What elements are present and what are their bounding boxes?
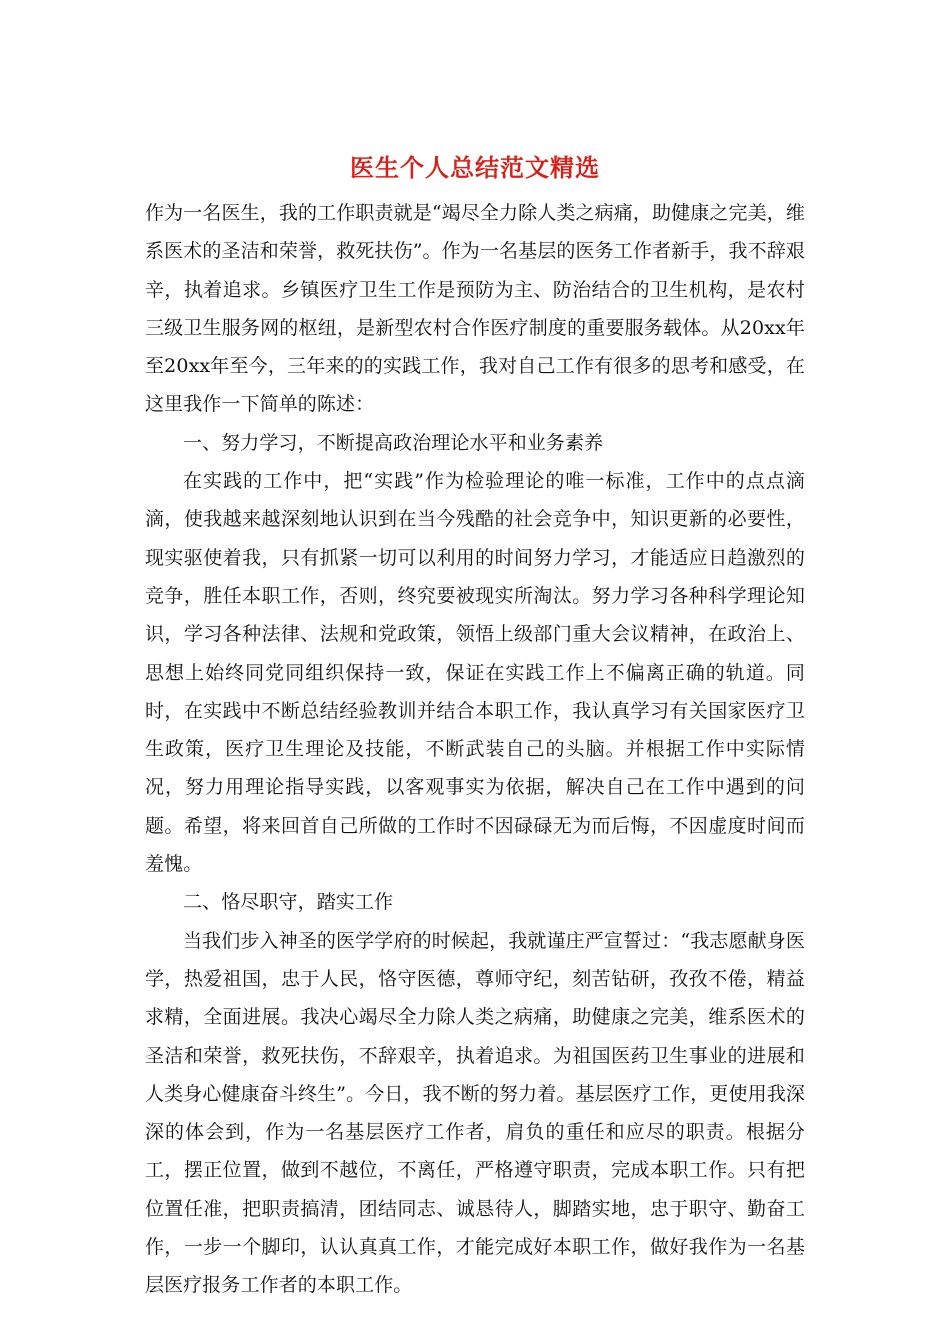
paragraph-section-1: 在实践的工作中，把“实践”作为检验理论的唯一标准，工作中的点点滴滴，使我越来越深刻地认识到在当今残酷的社会竞争中，知识更新的必要性，现实驱使着我，只有抓紧一切可以利用的时间努力学习，才能适应日趋激烈的竞争，胜任本职工作，否则，终究要被现实所淘汰。努力学习各种科学理论知识，学习各种法律、法规和党政策，领悟上级部门重大会议精神，在政治上、思想上始终同党同组织保持一致，保证在实践工作上不偏离正确的轨道。同时，在实践中不断总结经验教训并结合本职工作，我认真学习有关国家医疗卫生政策，医疗卫生理论及技能，不断武装自己的头脑。并根据工作中实际情况，努力用理论指导实践，以客观事实为依据，解决自己在工作中遇到的问题。希望，将来回首自己所做的工作时不因碌碌无为而后悔，不因虚度时间而羞愧。 [145,470,805,876]
paragraph-section-2: 当我们步入神圣的医学学府的时候起，我就谨庄严宣誓过：“我志愿献身医学，热爱祖国，忠于人民，恪守医德，尊师守纪，刻苦钻研，孜孜不倦，精益求精，全面进展。我决心竭尽全力除人类之病痛，助健康之完美，维系医术的圣洁和荣誉，救死扶伤，不辞艰辛，执着追求。为祖国医药卫生事业的进展和人类身心健康奋斗终生”。今日，我不断的努力着。基层医疗工作，更使用我深深的体会到，作为一名基层医疗工作者，肩负的重任和应尽的职责。根据分工，摆正位置，做到不越位，不离任，严格遵守职责，完成本职工作。只有把位置任准，把职责搞清，团结同志、诚恳待人，脚踏实地，忠于职守、勤奋工作，一步一个脚印，认认真真工作，才能完成好本职工作，做好我作为一名基层医疗报务工作者的本职工作。 [145,929,805,1297]
section-heading-2: 二、恪尽职守，踏实工作 [183,891,394,914]
paragraph-intro: 作为一名医生，我的工作职责就是“竭尽全力除人类之病痛，助健康之完美，维系医术的圣洁和荣誉，救死扶伤”。作为一名基层的医务工作者新手，我不辞艰辛，执着追求。乡镇医疗卫生工作是预防为主、防治结合的卫生机构，是农村三级卫生服务网的枢纽，是新型农村合作医疗制度的重要服务载体。从20xx年至20xx年至今，三年来的的实践工作，我对自己工作有很多的思考和感受，在这里我作一下简单的陈述： [145,202,805,416]
document-title: 医生个人总结范文精选 [350,154,600,182]
section-heading-1: 一、努力学习，不断提高政治理论水平和业务素养 [183,431,604,454]
document-body [145,194,805,1305]
